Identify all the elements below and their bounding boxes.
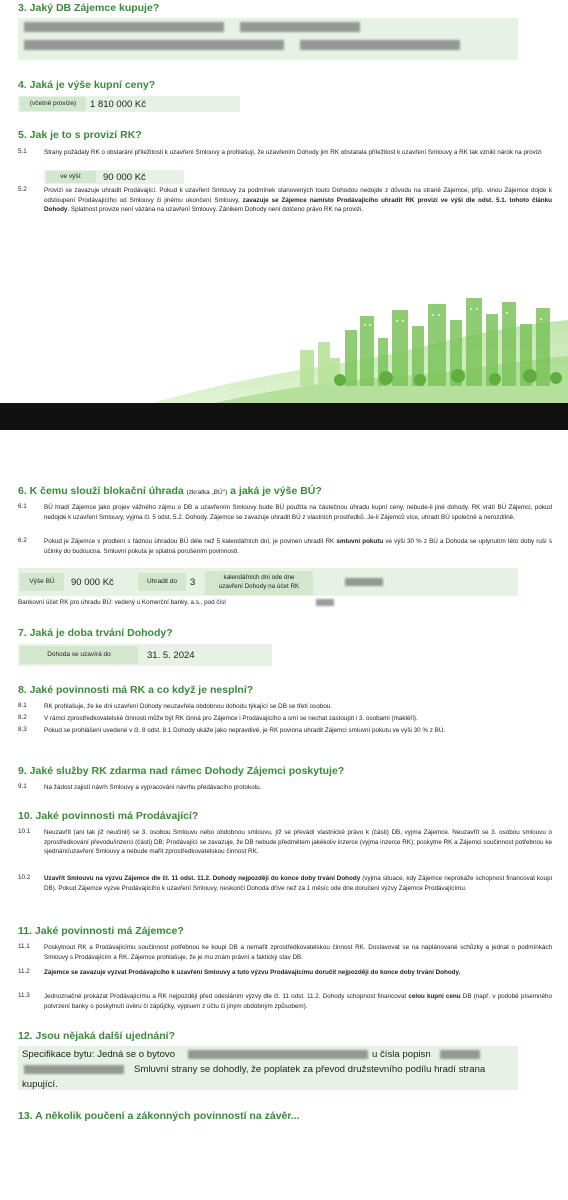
clause-9-1: Na žádost zajistí návrh Smlouvy a vypracování návrhu předávacího protokolu. [44,784,262,791]
clause-number: 8.3 [18,726,27,733]
redacted-text [345,578,383,586]
section-13-title: 13. A několik poučení a zákonných povinností na závěr... [18,1110,300,1122]
redacted-text [316,599,334,606]
section-10-title: 10. Jaké povinnosti má Prodávající? [18,810,199,822]
term-value: 31. 5. 2024 [147,650,195,661]
clause-6-1: BÚ hradí Zájemce jako projev vážného zájmu o DB a uzavřením Smlouvy bude BÚ použita na částečnou úhradu kupní ceny, nebude-li jiné dohody. RK vrátí BÚ Zájemci, pokud nedojde k uzavření Smlouvy, vyjma čl. 5 odst. 5.2. Dohody. Zájemce se zavazuje uhradit BÚ z vlastních prostředků. Je-li Zájemců více, uhradí BÚ společně a nerozdílně. [44,504,552,521]
fee-value: 90 000 Kč [103,172,146,183]
clause-6-2: Pokud je Zájemce v prodlení s řádnou úhradou BÚ déle než 5 kalendářních dní, je povinen uhradit RK smluvní pokutu ve výši 30 % z BÚ a Dohoda se uplynutím této doby ruší s účinky do budoucna. Smluvní pokuta je splatná porušením povinnosti. [44,538,552,555]
clause-number: 11.3 [18,992,30,999]
clause-11-1: Poskytnout RK a Prodávajícímu součinnost potřebnou ke koupi DB a nemařit zprostředkovatelskou činnost RK. Dostavovat se na naplánované schůzky a jednat o podmínkách Smlouvy s Prodávajícím a RK. Zájemce prohlašuje, že je mu znám právní a faktický stav DB. [44,944,552,961]
city-illustration [0,280,568,404]
redacted-text [24,22,224,32]
section-11-title: 11. Jaké povinnosti má Zájemce? [18,925,184,937]
clause-number: 10.1 [18,828,31,835]
section-3-title: 3. Jaký DB Zájemce kupuje? [18,2,160,14]
clause-number: 10.2 [18,874,31,881]
clause-number: 9.1 [18,783,27,790]
clause-number: 8.1 [18,702,27,709]
page-separator [0,403,568,430]
clause-number: 8.2 [18,714,27,721]
clause-5-1: Strany požádaly RK o obstarání příležitosti k uzavření Smlouvy a prohlašují, že uzavřením Dohody jim RK obstarala příležitost k uzavření Smlouvy a RK tak vznikl nárok na provizi [44,149,542,156]
clause-number: 11.1 [18,943,30,950]
pay-desc: kalendářních dní ode dne uzavření Dohody na účet RK [205,571,313,595]
other-terms-line-3: kupující. [22,1079,58,1090]
other-terms-line-2: Smluvní strany se dohodly, že poplatek za převod družstevního podílu hradí strana [134,1064,486,1075]
clause-10-1: Neuzavřít (ani tak již neučinil) se 3. osobou Smlouvu nebo obdobnou smlouvu, jíž se převádí vlastnické právo k (části) DB, vyjma Zájemce. Neuzavřít se 3. osobou smlouvu o zprostředkování převodu/inzerci (části) DB; Prodávající se zavazuje, že DB nebude předmětem jakékoliv inzerce (vyjma inzerce RK); poskytne RK a Zájemci součinnost potřebnou ke sjednání/uzavření Smlouvy a nebude mařit zprostředkovatelskou činnost RK. [44,829,552,856]
section-5-title: 5. Jak je to s provizí RK? [18,129,142,141]
bu-value: 90 000 Kč [71,577,114,588]
clause-number: 11.2 [18,968,30,975]
redacted-text [188,1050,368,1059]
clause-number: 5.2 [18,186,27,193]
clause-11-2: Zájemce se zavazuje vyzvat Prodávajícího k uzavření Smlouvy a tuto výzvu Prodávajícímu doručit nejpozději do konce doby trvání Dohody. [44,969,461,976]
clause-8-2: V rámci zprostředkovatelské činnosti může být RK činná pro Zájemce i Prodávajícího a smí se nechat zastoupit i 3. osobami (makléři). [44,715,418,722]
pay-days: 3 [190,577,196,588]
term-label: Dohoda se uzavírá do [20,646,138,664]
pay-label: Uhradit do [138,573,186,591]
bu-label: Výše BÚ [20,573,64,591]
fee-label: ve výši: [46,171,96,183]
clause-10-2: Uzavřít Smlouvu na výzvu Zájemce dle čl. 11 odst. 11.2. Dohody nejpozději do konce doby trvání Dohody (vyjma situace, kdy Zájemce neprokáže schopnost financovat koupi DB). Pokud Zájemce vyzve Prodávajícího k uzavření Smlouvy, neskončí Dohoda dříve než za 1 měsíc ode dne doručení výzvy Zájemce Prodávajícímu. [44,875,552,892]
section-7-title: 7. Jaká je doba trvání Dohody? [18,627,173,639]
section-4-title: 4. Jaká je výše kupní ceny? [18,79,156,91]
clause-5-2: Provizi se zavazuje uhradit Prodávající. Pokud k uzavření Smlouvy za podmínek stanovených touto Dohodou nedojde z důvodu na straně Zájemce, příp. vinou Zájemce dojde k odstoupení Prodávajícího od Smlouvy či jinému ukončení Smlouvy, zavazuje se Zájemce namísto Prodávajícího uhradit RK provizi ve výši dle odst. 5.1. tohoto článku Dohody. Splatnost provize není vázána na uzavření Smlouvy. Zánikem Dohody není dotčeno právo RK na provizi. [44,187,552,214]
clause-11-3: Jednoznačně prokázat Prodávajícímu a RK nejpozději před odesláním výzvy dle čl. 11 odst. 11.2. Dohody schopnost financovat celou kupní cenu DB (např. v podobě písemného potvrzení banky o poskytnutí úvěru či zápůjčky, výpisem z účtu či jiným obdobným způsobem). [44,993,552,1010]
other-terms-line-1b: u čísla popisn [372,1049,431,1060]
other-terms-line-1a: Specifikace bytu: Jedná se o bytovo [22,1049,176,1060]
redacted-text [240,22,360,32]
redacted-text [24,1065,124,1074]
section-9-title: 9. Jaké služby RK zdarma nad rámec Dohody Zájemci poskytuje? [18,765,345,777]
redacted-text [440,1050,480,1059]
clause-number: 6.2 [18,537,27,544]
clause-8-1: RK prohlašuje, že ke dni uzavření Dohody neuzavřela obdobnou dohodu týkající se DB se třetí osobou. [44,703,333,710]
clause-number: 5.1 [18,148,27,155]
price-label: (včetně provize) [20,97,86,111]
clause-8-3: Pokud se prohlášení uvedené v čl. 8 odst. 8.1 Dohody ukáže jako nepravdivé, je RK povinna uhradit Zájemci smluvní pokutu ve výši 30 % z BÚ. [44,727,446,734]
bank-account: Bankovní účet RK pro úhradu BÚ: vedený u Komerční banky, a.s., pod čísl [18,599,226,606]
redacted-text [24,40,284,50]
section-6-title: 6. K čemu slouží blokační úhrada (zkratka „BÚ") a jaká je výše BÚ? [18,485,322,497]
section-8-title: 8. Jaké povinnosti má RK a co když je nesplní? [18,684,254,696]
price-value: 1 810 000 Kč [90,99,146,110]
redacted-text [300,40,460,50]
clause-number: 6.1 [18,503,27,510]
section-12-title: 12. Jsou nějaká další ujednání? [18,1030,175,1042]
